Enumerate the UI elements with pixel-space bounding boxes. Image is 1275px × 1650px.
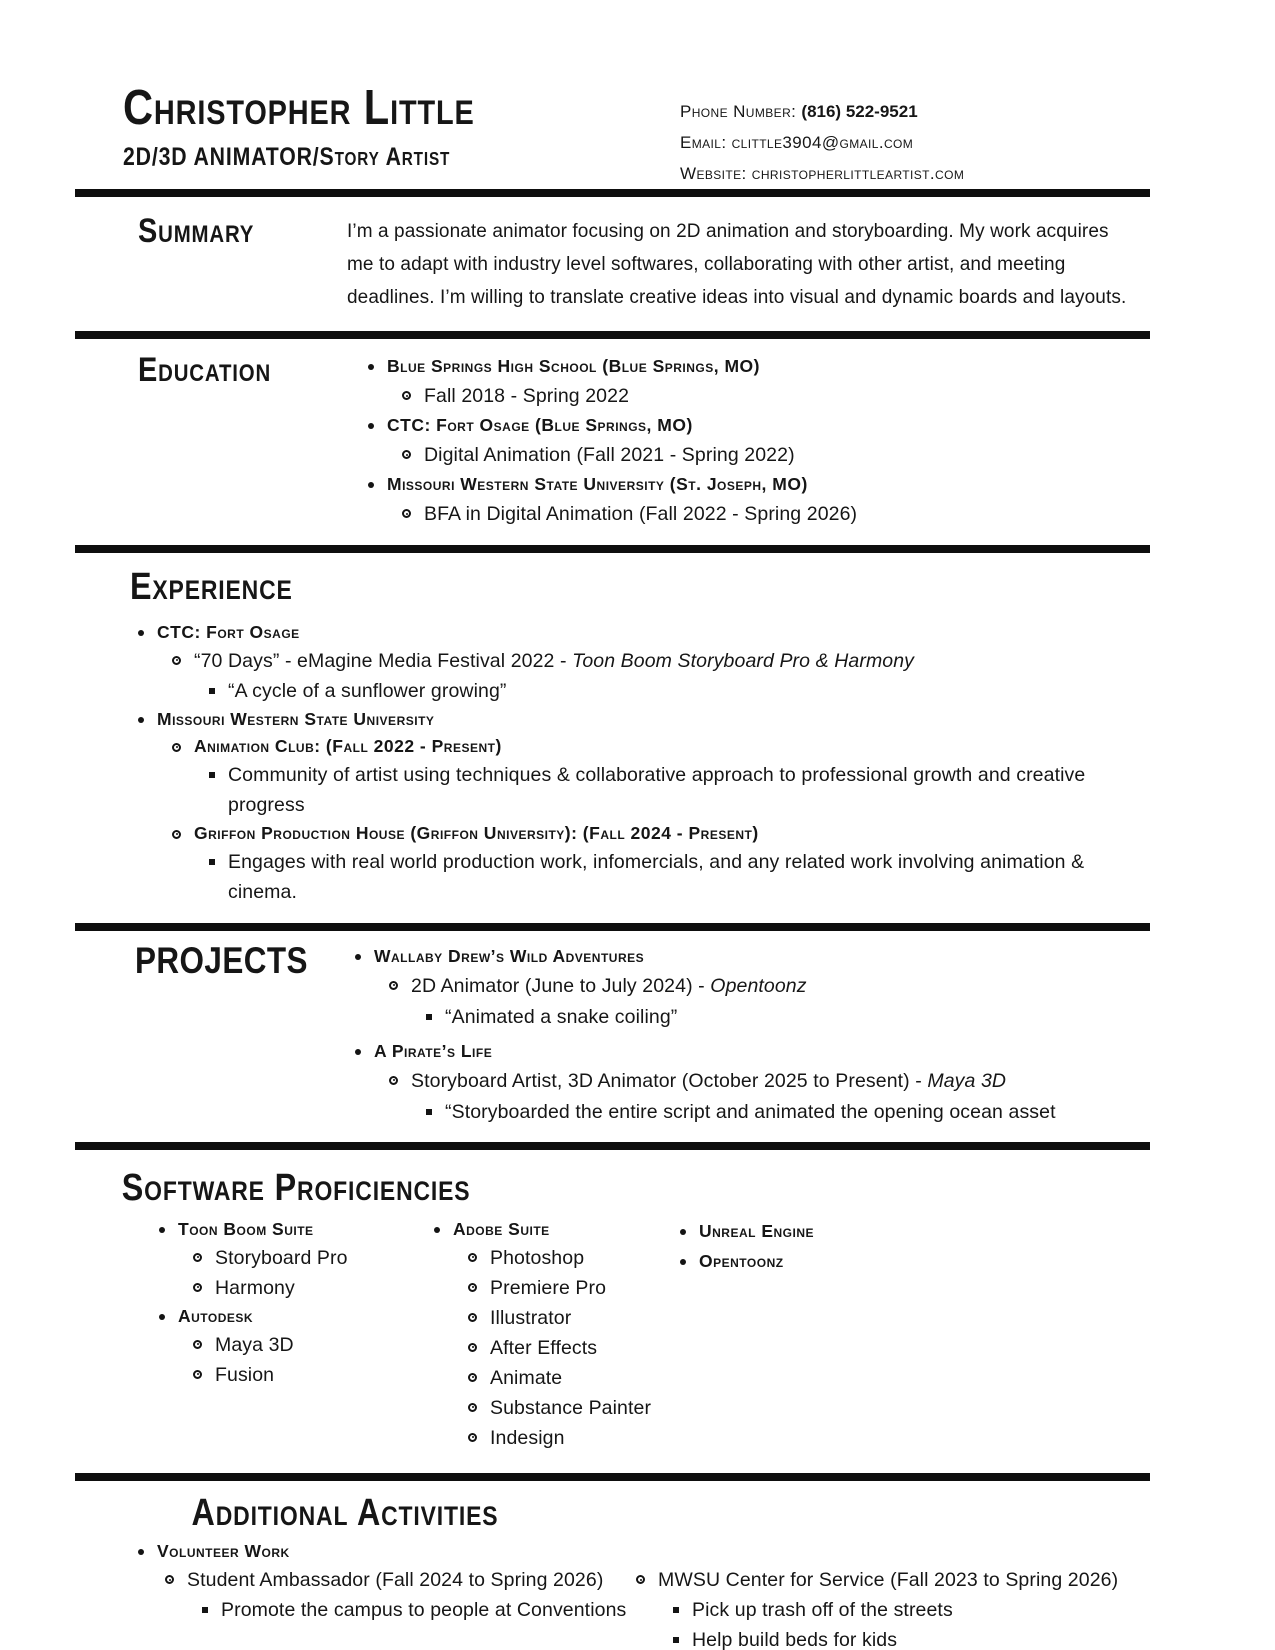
square-bullet-icon [426, 1014, 432, 1020]
dot-bullet-icon [434, 1227, 440, 1233]
list-item [402, 440, 1150, 470]
list-item [680, 1248, 1150, 1275]
list-item [468, 1273, 680, 1303]
list-item [402, 499, 1150, 529]
additional-heading: Additional Activities [191, 1491, 499, 1534]
list-item [193, 1360, 434, 1390]
projects-section [75, 931, 1150, 1142]
header-identity [75, 81, 680, 172]
circle-bullet-icon [468, 1253, 477, 1262]
software-item: After Effects [490, 1336, 598, 1359]
section-divider [75, 1142, 1150, 1150]
circle-bullet-icon [468, 1373, 477, 1382]
square-bullet-icon [673, 1637, 679, 1643]
square-bullet-icon [202, 1607, 208, 1613]
education-heading: Education [138, 351, 272, 389]
list-item [389, 1066, 1150, 1096]
circle-bullet-icon [172, 830, 181, 839]
section-divider [75, 331, 1150, 339]
circle-bullet-icon [389, 981, 398, 990]
list-item [426, 1097, 1150, 1127]
list-item [368, 471, 1150, 498]
summary-heading: Summary [138, 212, 255, 250]
list-item [193, 1243, 434, 1273]
software-section [75, 1150, 1150, 1473]
additional-activities-section [75, 1481, 1150, 1650]
project-note: “Animated a snake coiling” [445, 1005, 678, 1028]
activity-role: MWSU Center for Service (Fall 2023 to Spring 2026) [658, 1569, 1119, 1592]
list-item [636, 1565, 1150, 1595]
school-name: Missouri Western State University (St. Joseph, MO) [387, 474, 808, 494]
circle-bullet-icon [468, 1313, 477, 1322]
list-item [138, 1538, 1150, 1565]
list-item [434, 1216, 680, 1243]
email-label: Email: [680, 133, 732, 152]
experience-section [75, 553, 1150, 923]
project-name: Wallaby Drew’s Wild Adventures [374, 945, 645, 966]
project-name: A Pirate’s Life [374, 1040, 493, 1061]
circle-bullet-icon [402, 391, 411, 400]
software-column [680, 1216, 1150, 1453]
circle-bullet-icon [172, 743, 181, 752]
list-item [209, 676, 1150, 706]
list-item [368, 353, 1150, 380]
email-value: clittle3904@gmail.com [731, 133, 914, 152]
phone-value: (816) 522-9521 [801, 102, 918, 121]
contact-info [680, 84, 1150, 189]
circle-bullet-icon [468, 1433, 477, 1442]
education-detail: Fall 2018 - Spring 2022 [424, 385, 630, 407]
list-item [159, 1303, 434, 1330]
header [75, 81, 1150, 189]
list-item [389, 971, 1150, 1001]
role-text: “70 Days” - eMagine Media Festival 2022 - [194, 649, 573, 672]
project-item [355, 943, 1150, 1032]
circle-bullet-icon [402, 509, 411, 518]
dot-bullet-icon [368, 482, 374, 488]
square-bullet-icon [209, 859, 215, 865]
school-name: Blue Springs High School (Blue Springs, MO) [387, 356, 760, 376]
education-item [368, 471, 1150, 529]
role-note: Community of artist using techniques & collaborative approach to professional growth and creative progress [228, 763, 1086, 816]
circle-bullet-icon [193, 1253, 202, 1262]
list-item [202, 1595, 636, 1625]
list-item [355, 943, 1150, 970]
list-item [426, 1002, 1150, 1032]
list-item [680, 1218, 1150, 1245]
email-line [680, 127, 1150, 158]
list-item [673, 1625, 1150, 1650]
section-divider [75, 189, 1150, 197]
summary-section [75, 197, 1150, 331]
software-column [159, 1216, 434, 1453]
summary-text: I’m a passionate animator focusing on 2D animation and storyboarding. My work acquires me to adapt with industry level softwares, collaborating with other artist, and meeting deadlines. I’m willing to translate creative ideas into visual and dynamic boards and layouts. [347, 221, 1127, 308]
software-item: Indesign [490, 1426, 565, 1449]
dot-bullet-icon [159, 1314, 165, 1320]
list-item [209, 847, 1150, 907]
software-item: Animate [490, 1366, 563, 1389]
dot-bullet-icon [138, 717, 144, 723]
software-item: Photoshop [490, 1246, 585, 1269]
education-item [368, 353, 1150, 411]
dot-bullet-icon [680, 1259, 686, 1265]
project-software: Opentoonz [710, 974, 807, 997]
education-section [75, 339, 1150, 545]
activity-column [138, 1565, 636, 1650]
role-note: Engages with real world production work, infomercials, and any related work involving animation & cinema. [228, 850, 1085, 903]
experience-item [138, 706, 1150, 907]
phone-label: Phone Number: [680, 102, 802, 121]
education-item [368, 412, 1150, 470]
software-item: Illustrator [490, 1306, 572, 1329]
website-label: Website: [680, 164, 752, 183]
circle-bullet-icon [468, 1403, 477, 1412]
dot-bullet-icon [368, 364, 374, 370]
list-item [172, 646, 1150, 676]
education-detail: BFA in Digital Animation (Fall 2022 - Spring 2026) [424, 503, 858, 525]
list-item [138, 619, 1150, 646]
role-note: “A cycle of a sunflower growing” [228, 679, 507, 702]
software-group: Autodesk [178, 1305, 254, 1326]
list-item [159, 1216, 434, 1243]
section-divider [75, 1473, 1150, 1481]
list-item [172, 820, 1150, 847]
square-bullet-icon [426, 1109, 432, 1115]
circle-bullet-icon [172, 656, 181, 665]
dot-bullet-icon [355, 1049, 361, 1055]
software-group: Toon Boom Suite [178, 1218, 314, 1239]
circle-bullet-icon [636, 1575, 645, 1584]
org-name: CTC: Fort Osage [157, 621, 300, 642]
project-item [355, 1038, 1150, 1127]
circle-bullet-icon [193, 1283, 202, 1292]
project-software: Maya 3D [927, 1069, 1007, 1092]
education-detail: Digital Animation (Fall 2021 - Spring 2022) [424, 444, 795, 466]
list-item [468, 1303, 680, 1333]
list-item [172, 733, 1150, 760]
list-item [368, 412, 1150, 439]
software-heading: Software Proficiencies [121, 1166, 471, 1209]
job-title: 2D/3D ANIMATOR/Story Artist [123, 143, 451, 171]
software-item: Storyboard Pro [215, 1246, 348, 1269]
software-group: Opentoonz [699, 1250, 784, 1271]
software-item: Premiere Pro [490, 1276, 607, 1299]
software-item: Maya 3D [215, 1333, 294, 1356]
circle-bullet-icon [468, 1343, 477, 1352]
experience-heading: Experience [130, 566, 293, 608]
role-text: Animation Club: (Fall 2022 - Present) [194, 735, 502, 756]
list-item [468, 1243, 680, 1273]
list-item [468, 1393, 680, 1423]
activity-note: Help build beds for kids [692, 1629, 898, 1650]
dot-bullet-icon [138, 1549, 144, 1555]
list-item [138, 706, 1150, 733]
experience-item [138, 619, 1150, 706]
circle-bullet-icon [193, 1370, 202, 1379]
project-role: 2D Animator (June to July 2024) - [411, 974, 711, 997]
org-name: Missouri Western State University [157, 708, 435, 729]
activity-note: Pick up trash off of the streets [692, 1599, 953, 1622]
circle-bullet-icon [402, 450, 411, 459]
circle-bullet-icon [165, 1575, 174, 1584]
list-item [468, 1333, 680, 1363]
circle-bullet-icon [193, 1340, 202, 1349]
page-title: Christopher Little [123, 81, 475, 135]
circle-bullet-icon [468, 1283, 477, 1292]
list-item [193, 1273, 434, 1303]
square-bullet-icon [673, 1607, 679, 1613]
software-group: Adobe Suite [453, 1218, 550, 1239]
phone-line [680, 96, 1150, 127]
dot-bullet-icon [368, 423, 374, 429]
dot-bullet-icon [138, 630, 144, 636]
software-item: Substance Painter [490, 1396, 652, 1419]
dot-bullet-icon [355, 954, 361, 960]
website-line [680, 158, 1150, 189]
activity-column [636, 1565, 1150, 1650]
section-divider [75, 545, 1150, 553]
list-item [165, 1565, 636, 1595]
software-item: Harmony [215, 1276, 295, 1299]
list-item [209, 760, 1150, 820]
website-value: christopherlittleartist.com [751, 164, 965, 183]
list-item [355, 1038, 1150, 1065]
square-bullet-icon [209, 772, 215, 778]
activity-note: Promote the campus to people at Conventions [221, 1599, 627, 1622]
circle-bullet-icon [389, 1076, 398, 1085]
software-group: Unreal Engine [699, 1220, 815, 1241]
projects-heading: PROJECTS [135, 939, 308, 981]
school-name: CTC: Fort Osage (Blue Springs, MO) [387, 415, 693, 435]
role-software: Toon Boom Storyboard Pro & Harmony [572, 649, 915, 672]
list-item [193, 1330, 434, 1360]
role-text: Griffon Production House (Griffon University): (Fall 2024 - Present) [194, 822, 759, 843]
list-item [468, 1363, 680, 1393]
software-item: Fusion [215, 1363, 275, 1386]
list-item [673, 1595, 1150, 1625]
list-item [402, 381, 1150, 411]
section-divider [75, 923, 1150, 931]
square-bullet-icon [209, 688, 215, 694]
activity-role: Student Ambassador (Fall 2024 to Spring 2026) [187, 1569, 604, 1592]
software-column [434, 1216, 680, 1453]
dot-bullet-icon [680, 1229, 686, 1235]
list-item [468, 1423, 680, 1453]
project-note: “Storyboarded the entire script and animated the opening ocean asset [445, 1100, 1056, 1123]
activity-group: Volunteer Work [157, 1541, 290, 1562]
project-role: Storyboard Artist, 3D Animator (October 2025 to Present) - [411, 1069, 928, 1092]
dot-bullet-icon [159, 1227, 165, 1233]
